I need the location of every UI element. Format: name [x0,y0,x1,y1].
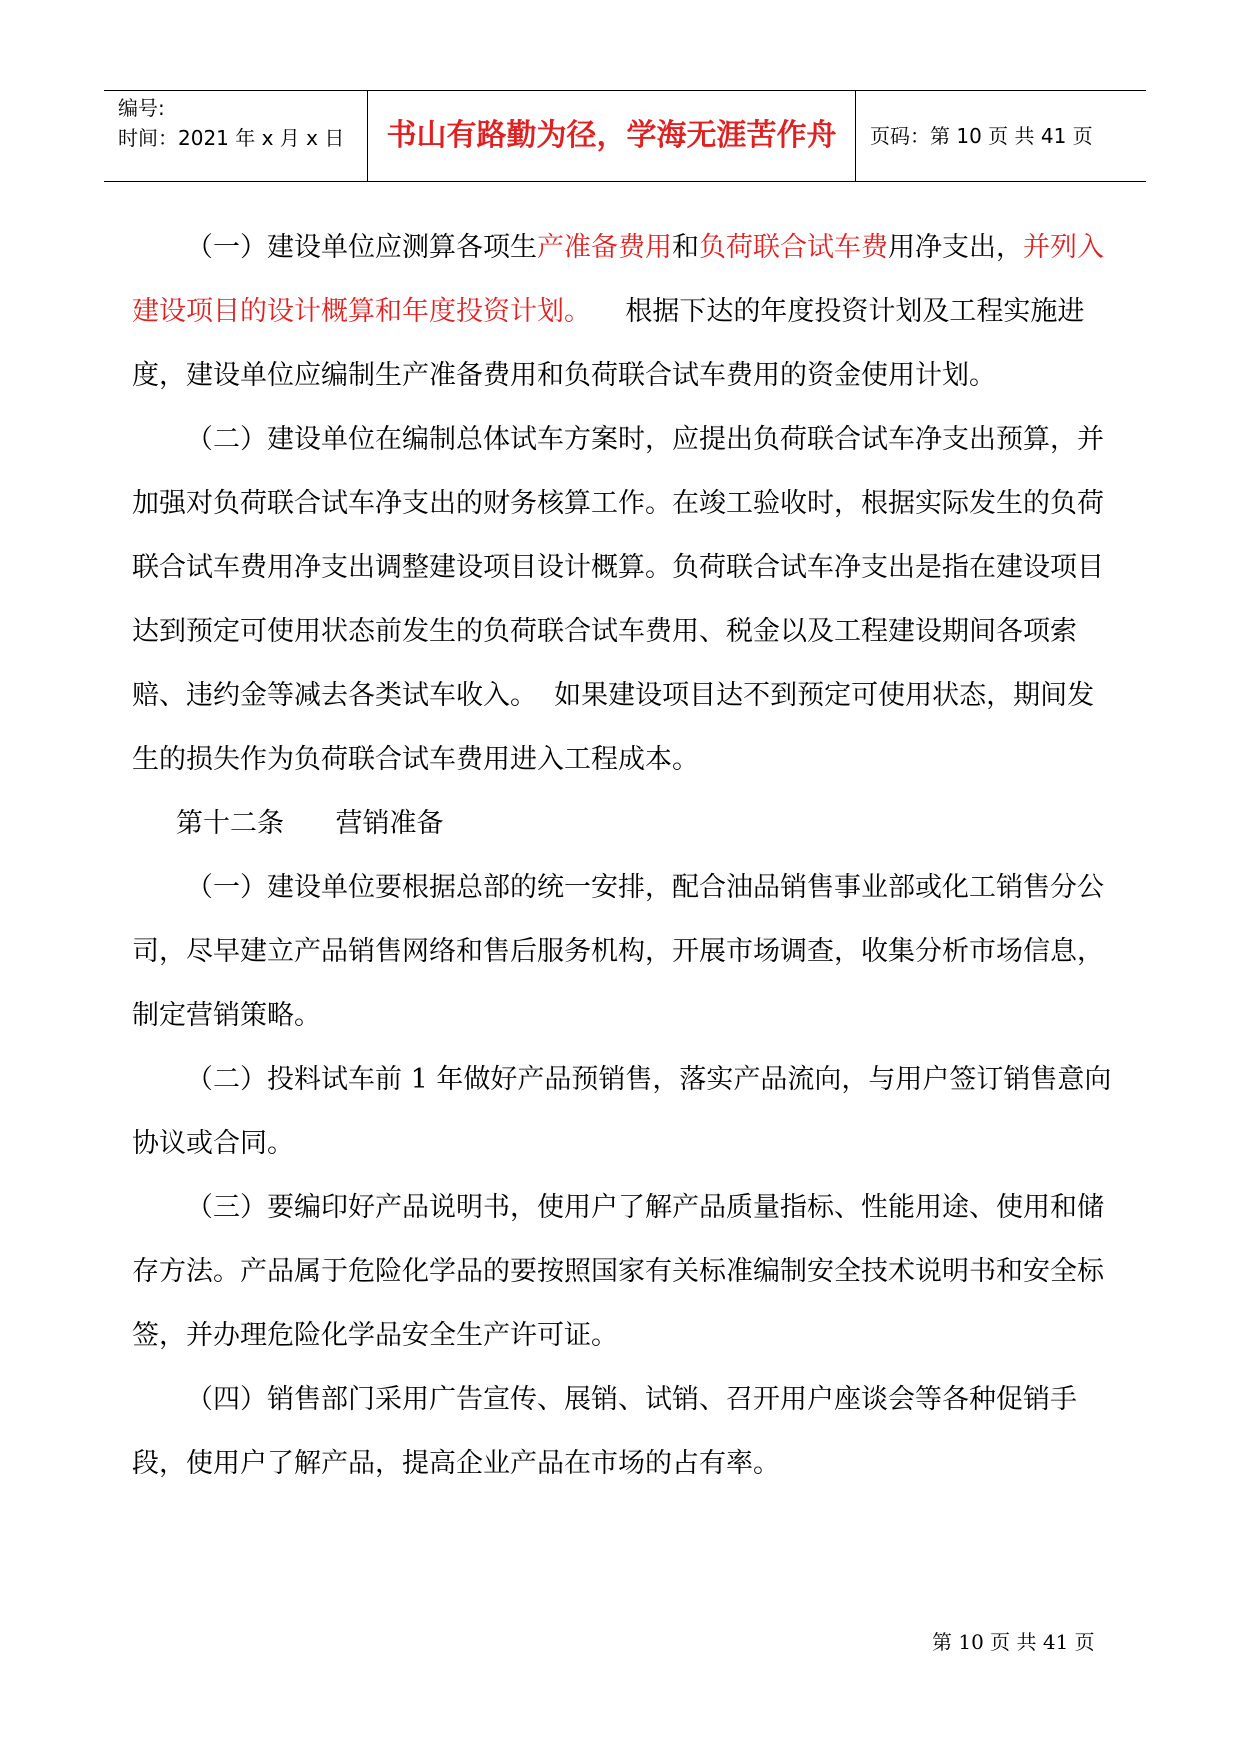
text-run: 和 [672,232,699,263]
page-footer: 第 10 页 共 41 页 [932,1630,1095,1654]
paragraph: （二）建设单位在编制总体试车方案时，应提出负荷联合试车净支出预算，并加强对负荷联合试车净支出的财务核算工作。在竣工验收时，根据实际发生的负荷联合试车费用净支出调整建设项目设计概算。负荷联合试车净支出是指在建设项目达到预定可使用状态前发生的负荷联合试车费用、税金以及工程建设期间各项索赔、违约金等减去各类试车收入。 如果建设项目达不到预定可使用状态，期间发生的损失作为负荷联合试车费用进入工程成本。 [132,424,1104,775]
header-meta [118,93,358,153]
page-header [104,90,1146,182]
paragraph: （四）销售部门采用广告宣传、展销、试销、召开用户座谈会等各种促销手段，使用户了解产品，提高企业产品在市场的占有率。 [132,1384,1077,1479]
highlighted-text: 并列入建设项目的设计概算和年度投资计划。 [132,232,1104,327]
text-run: 用净支出， [888,232,1023,263]
document-time-label: 时间：2021 年 x 月 x 日 [118,126,345,150]
article-heading: 第十二条 营销准备 [176,808,444,839]
text-run: 根据下达的年度投资计划及工程实施进度，建设单位应编制生产准备费用和负荷联合试车费用的资金使用计划。 [132,296,1085,391]
paragraph: （一）建设单位要根据总部的统一安排，配合油品销售事业部或化工销售分公司，尽早建立产品销售网络和售后服务机构，开展市场调查，收集分析市场信息，制定营销策略。 [132,872,1104,1031]
paragraph: （二）投料试车前 1 年做好产品预销售，落实产品流向，与用户签订销售意向协议或合同。 [132,1064,1112,1159]
paragraph: （三）要编印好产品说明书，使用户了解产品质量指标、性能用途、使用和储存方法。产品属于危险化学品的要按照国家有关标准编制安全技术说明书和安全标签，并办理危险化学品安全生产许可证。 [132,1192,1104,1351]
header-page-info: 页码：第 10 页 共 41 页 [870,124,1093,148]
document-body [132,216,1117,1496]
highlighted-text: 产准备费用 [537,232,672,263]
header-motto: 书山有路勤为径，学海无涯苦作舟 [386,118,837,153]
highlighted-text: 负荷联合试车费 [699,232,888,263]
paragraph [132,216,1117,408]
document-number-label: 编号: [118,96,165,120]
text-run: （一）建设单位应测算各项生 [186,232,537,263]
header-divider [855,91,856,181]
